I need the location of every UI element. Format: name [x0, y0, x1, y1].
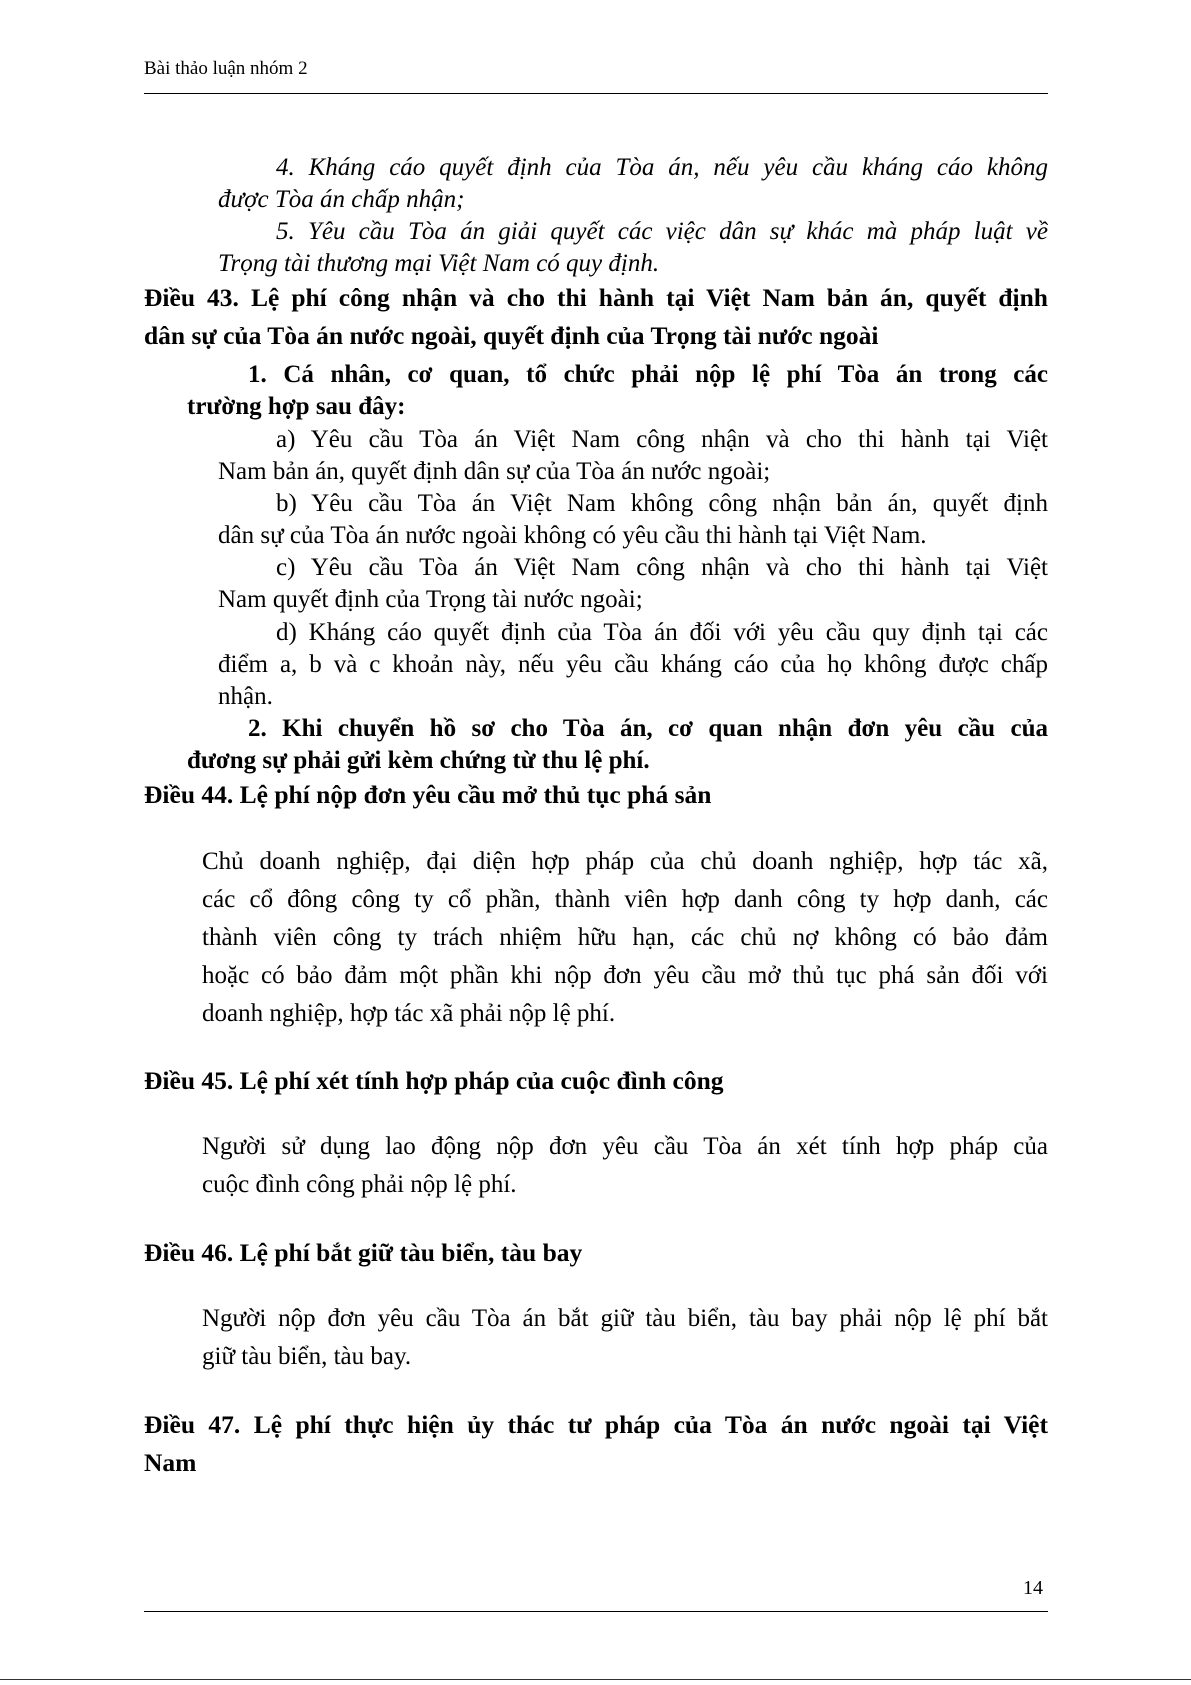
point-c-line-2: Nam quyết định của Trọng tài nước ngoài; — [218, 586, 643, 613]
art44-body-line-2: các cổ đông công ty cổ phần, thành viên hợp danh công ty hợp danh, các — [202, 886, 1048, 913]
point-b-line-2: dân sự của Tòa án nước ngoài không có yêu cầu thi hành tại Việt Nam. — [218, 522, 927, 549]
clause-5-line-2: Trọng tài thương mại Việt Nam có quy định. — [218, 250, 660, 277]
art43-para1-line-1: 1. Cá nhân, cơ quan, tổ chức phải nộp lệ phí Tòa án trong các — [248, 361, 1048, 388]
article-45-heading: Điều 45. Lệ phí xét tính hợp pháp của cuộc đình công — [144, 1066, 724, 1095]
article-47-heading-line-1: Điều 47. Lệ phí thực hiện ủy thác tư pháp của Tòa án nước ngoài tại Việt — [144, 1410, 1048, 1439]
point-c-line-1: c) Yêu cầu Tòa án Việt Nam công nhận và cho thi hành tại Việt — [276, 554, 1048, 581]
art44-body-line-1: Chủ doanh nghiệp, đại diện hợp pháp của chủ doanh nghiệp, hợp tác xã, — [202, 848, 1048, 875]
article-43-heading-line-1: Điều 43. Lệ phí công nhận và cho thi hành tại Việt Nam bản án, quyết định — [144, 283, 1048, 312]
art46-body-line-1: Người nộp đơn yêu cầu Tòa án bắt giữ tàu biển, tàu bay phải nộp lệ phí bắt — [202, 1305, 1048, 1332]
art45-body-line-2: cuộc đình công phải nộp lệ phí. — [202, 1171, 517, 1198]
point-a-line-1: a) Yêu cầu Tòa án Việt Nam công nhận và cho thi hành tại Việt — [276, 426, 1048, 453]
clause-4-line-1: 4. Kháng cáo quyết định của Tòa án, nếu yêu cầu kháng cáo không — [276, 154, 1048, 181]
article-43-heading-line-2: dân sự của Tòa án nước ngoài, quyết định của Trọng tài nước ngoài — [144, 321, 879, 350]
art43-para1-line-2: trường hợp sau đây: — [187, 393, 406, 420]
point-d-line-3: nhận. — [218, 683, 273, 710]
clause-5-line-1: 5. Yêu cầu Tòa án giải quyết các việc dân sự khác mà pháp luật về — [276, 218, 1048, 245]
point-a-line-2: Nam bản án, quyết định dân sự của Tòa án nước ngoài; — [218, 458, 771, 485]
page-bottom-edge — [0, 1679, 1191, 1680]
article-47-heading-line-2: Nam — [144, 1448, 197, 1477]
art43-para2-line-2: đương sự phải gửi kèm chứng từ thu lệ phí. — [187, 747, 650, 774]
art43-para2-line-1: 2. Khi chuyển hồ sơ cho Tòa án, cơ quan nhận đơn yêu cầu của — [248, 715, 1048, 742]
article-46-heading: Điều 46. Lệ phí bắt giữ tàu biển, tàu bay — [144, 1238, 583, 1267]
header-rule — [144, 93, 1048, 94]
clause-4-line-2: được Tòa án chấp nhận; — [218, 186, 465, 213]
art44-body-line-4: hoặc có bảo đảm một phần khi nộp đơn yêu cầu mở thủ tục phá sản đối với — [202, 962, 1048, 989]
page-number: 14 — [1023, 1577, 1043, 1599]
art45-body-line-1: Người sử dụng lao động nộp đơn yêu cầu Tòa án xét tính hợp pháp của — [202, 1133, 1048, 1160]
footer-rule — [144, 1611, 1048, 1612]
point-d-line-2: điểm a, b và c khoản này, nếu yêu cầu kháng cáo của họ không được chấp — [218, 651, 1048, 678]
point-d-line-1: d) Kháng cáo quyết định của Tòa án đối với yêu cầu quy định tại các — [276, 619, 1048, 646]
art46-body-line-2: giữ tàu biển, tàu bay. — [202, 1343, 412, 1370]
point-b-line-1: b) Yêu cầu Tòa án Việt Nam không công nhận bản án, quyết định — [276, 490, 1048, 517]
art44-body-line-5: doanh nghiệp, hợp tác xã phải nộp lệ phí. — [202, 1000, 616, 1027]
art44-body-line-3: thành viên công ty trách nhiệm hữu hạn, các chủ nợ không có bảo đảm — [202, 924, 1048, 951]
article-44-heading: Điều 44. Lệ phí nộp đơn yêu cầu mở thủ tục phá sản — [144, 780, 712, 809]
running-header: Bài thảo luận nhóm 2 — [144, 58, 308, 79]
